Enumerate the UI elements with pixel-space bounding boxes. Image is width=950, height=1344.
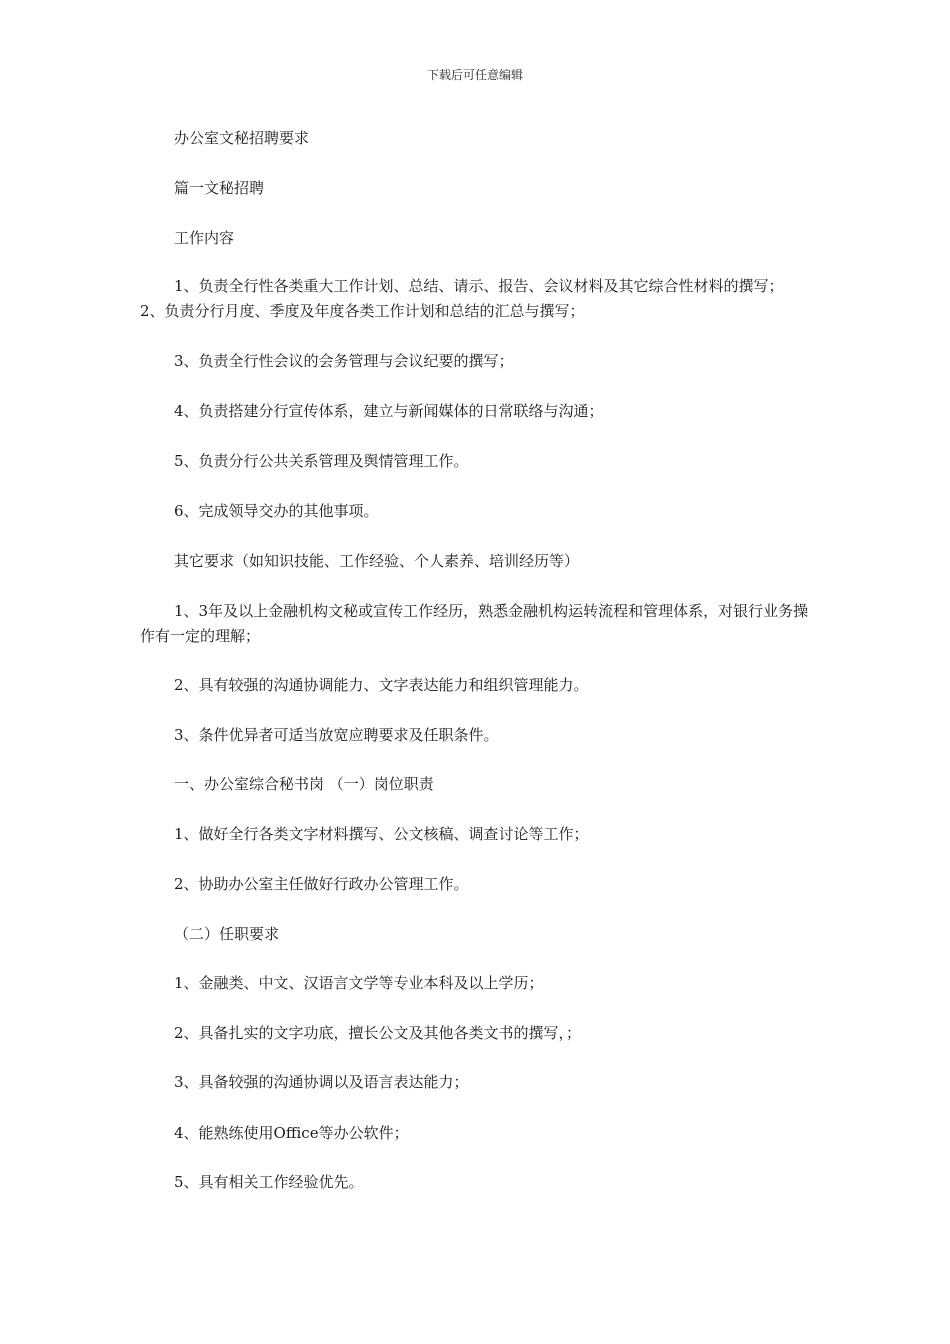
subsection-heading: 其它要求（如知识技能、工作经验、个人素养、培训经历等） (174, 552, 580, 570)
paragraph: 1、负责全行性各类重大工作计划、总结、请示、报告、会议材料及其它综合性材料的撰写； 2、负责分行月度、季度及年度各类工作计划和总结的汇总与撰写； (140, 277, 784, 320)
paragraph: 1、金融类、中文、汉语言文学等专业本科及以上学历； (174, 974, 544, 992)
paragraph: 3、条件优异者可适当放宽应聘要求及任职条件。 (174, 726, 499, 744)
paragraph: 5、负责分行公共关系管理及舆情管理工作。 (174, 452, 469, 470)
subsection-heading: （二）任职要求 (174, 925, 280, 943)
paragraph: 3、负责全行性会议的会务管理与会议纪要的撰写； (174, 352, 514, 370)
paragraph: 2、协助办公室主任做好行政办公管理工作。 (174, 875, 469, 893)
section-heading: 一、办公室综合秘书岗 （一）岗位职责 (174, 775, 434, 793)
paragraph: 4、负责搭建分行宣传体系，建立与新闻媒体的日常联络与沟通； (174, 402, 604, 420)
document-title: 办公室文秘招聘要求 (174, 129, 310, 147)
paragraph: 4、能熟练使用Office等办公软件； (174, 1124, 409, 1142)
paragraph: 5、具有相关工作经验优先。 (174, 1173, 364, 1191)
paragraph: 3、具备较强的沟通协调以及语言表达能力； (174, 1073, 469, 1091)
paragraph: 2、具有较强的沟通协调能力、文字表达能力和组织管理能力。 (174, 676, 589, 694)
paragraph: 6、完成领导交办的其他事项。 (174, 502, 379, 520)
paragraph: 1、做好全行各类文字材料撰写、公文核稿、调查讨论等工作； (174, 825, 589, 843)
page-header: 下载后可任意编辑 (426, 68, 523, 82)
section-heading: 篇一文秘招聘 (174, 179, 265, 197)
paragraph: 2、具备扎实的文字功底，擅长公文及其他各类文书的撰写，； (174, 1024, 582, 1042)
paragraph: 1、3年及以上金融机构文秘或宣传工作经历，熟悉金融机构运转流程和管理体系，对银行业务操作有一定的理解； (140, 602, 809, 645)
subsection-heading: 工作内容 (174, 229, 235, 247)
